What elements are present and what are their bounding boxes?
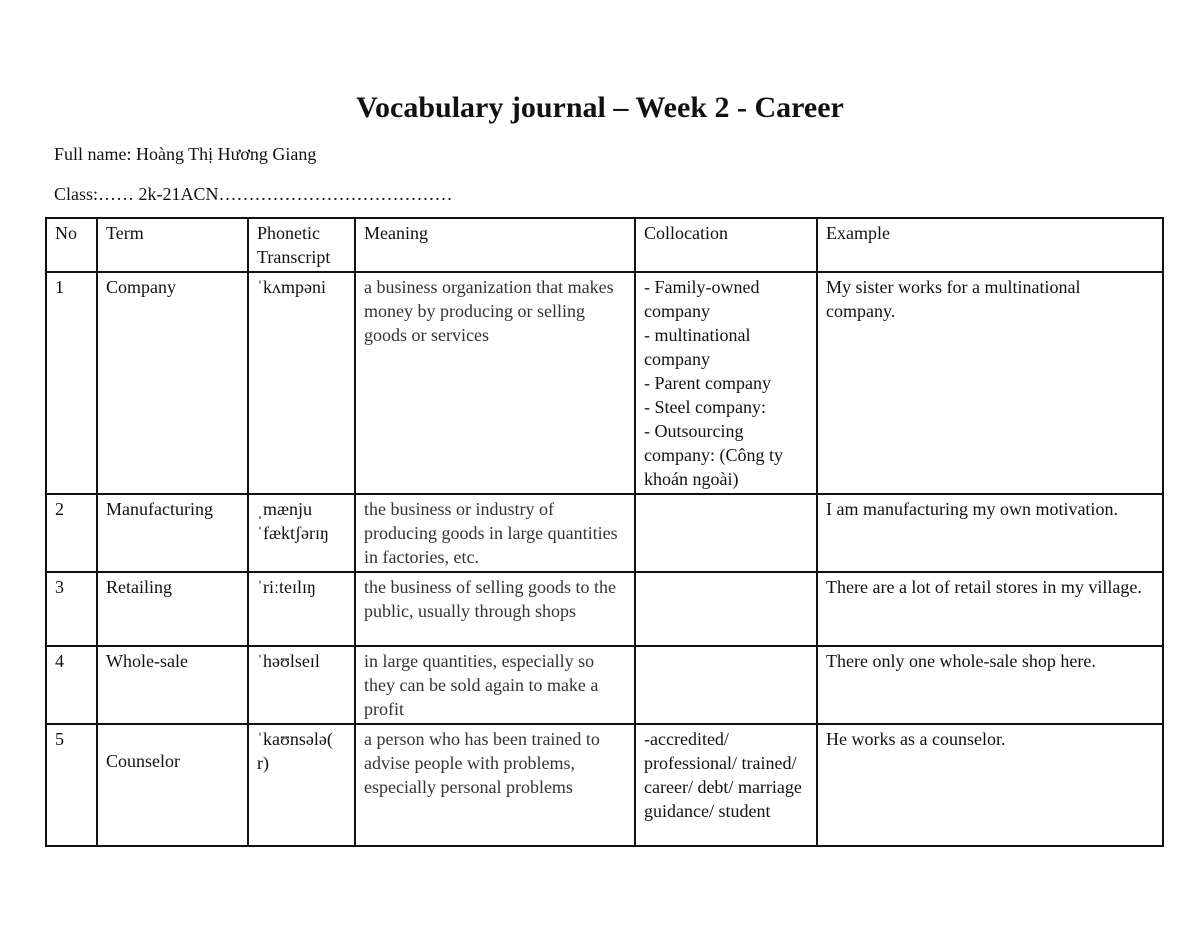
row-no: 4 <box>46 646 97 724</box>
row-phonetic: ˌmænju ˈfæktʃərɪŋ <box>248 494 355 572</box>
row-example: I am manufacturing my own motivation. <box>817 494 1163 572</box>
row-meaning: the business of selling goods to the public, usually through shops <box>355 572 635 646</box>
row-term: Retailing <box>97 572 248 646</box>
row-phonetic: ˈkaʊnsələ( r) <box>248 724 355 846</box>
collocation-item: - Parent company <box>644 373 771 393</box>
row-meaning: in large quantities, especially so they can be sold again to make a profit <box>355 646 635 724</box>
table-row <box>46 724 1163 846</box>
row-term: Whole-sale <box>97 646 248 724</box>
collocation-item: - Steel company: <box>644 397 766 417</box>
document-title: Vocabulary journal – Week 2 - Career <box>356 91 844 124</box>
collocation-item: - Family-owned company <box>644 277 760 321</box>
row-term: Company <box>97 272 248 494</box>
row-no: 1 <box>46 272 97 494</box>
header-no: No <box>46 218 97 272</box>
row-meaning: a person who has been trained to advise people with problems, especially personal problems <box>355 724 635 846</box>
row-collocation <box>635 724 817 846</box>
collocation-item: -accredited/ professional/ trained/ career/ debt/ marriage guidance/ student <box>644 729 802 821</box>
header-term: Term <box>97 218 248 272</box>
row-collocation <box>635 646 817 724</box>
row-no: 3 <box>46 572 97 646</box>
row-example: He works as a counselor. <box>817 724 1163 846</box>
header-meaning: Meaning <box>355 218 635 272</box>
row-no: 5 <box>46 724 97 846</box>
table-row <box>46 272 1163 494</box>
row-example: There only one whole-sale shop here. <box>817 646 1163 724</box>
table-row <box>46 572 1163 646</box>
row-no: 2 <box>46 494 97 572</box>
table-row <box>46 646 1163 724</box>
full-name-line: Full name: Hoàng Thị Hương Giang <box>54 144 317 164</box>
vocabulary-table <box>45 217 1164 847</box>
row-collocation <box>635 494 817 572</box>
row-term-text: Counselor <box>106 751 180 771</box>
header-collocation: Collocation <box>635 218 817 272</box>
row-collocation <box>635 572 817 646</box>
row-phonetic: ˈhəʊlseɪl <box>248 646 355 724</box>
collocation-item: - multinational company <box>644 325 751 369</box>
table-row <box>46 494 1163 572</box>
header-phonetic: Phonetic Transcript <box>248 218 355 272</box>
row-phonetic: ˈriːteɪlɪŋ <box>248 572 355 646</box>
row-meaning: a business organization that makes money by producing or selling goods or services <box>355 272 635 494</box>
collocation-item: - Outsourcing company: (Công ty khoán ngoài) <box>644 421 783 489</box>
row-example: My sister works for a multinational company. <box>817 272 1163 494</box>
row-example: There are a lot of retail stores in my village. <box>817 572 1163 646</box>
table-header-row <box>46 218 1163 272</box>
header-example: Example <box>817 218 1163 272</box>
row-term: Manufacturing <box>97 494 248 572</box>
row-phonetic: ˈkʌmpəni <box>248 272 355 494</box>
row-collocation <box>635 272 817 494</box>
class-line: Class:…… 2k-21ACN………………………………… <box>54 184 453 204</box>
row-term <box>97 724 248 846</box>
row-meaning: the business or industry of producing goods in large quantities in factories, etc. <box>355 494 635 572</box>
